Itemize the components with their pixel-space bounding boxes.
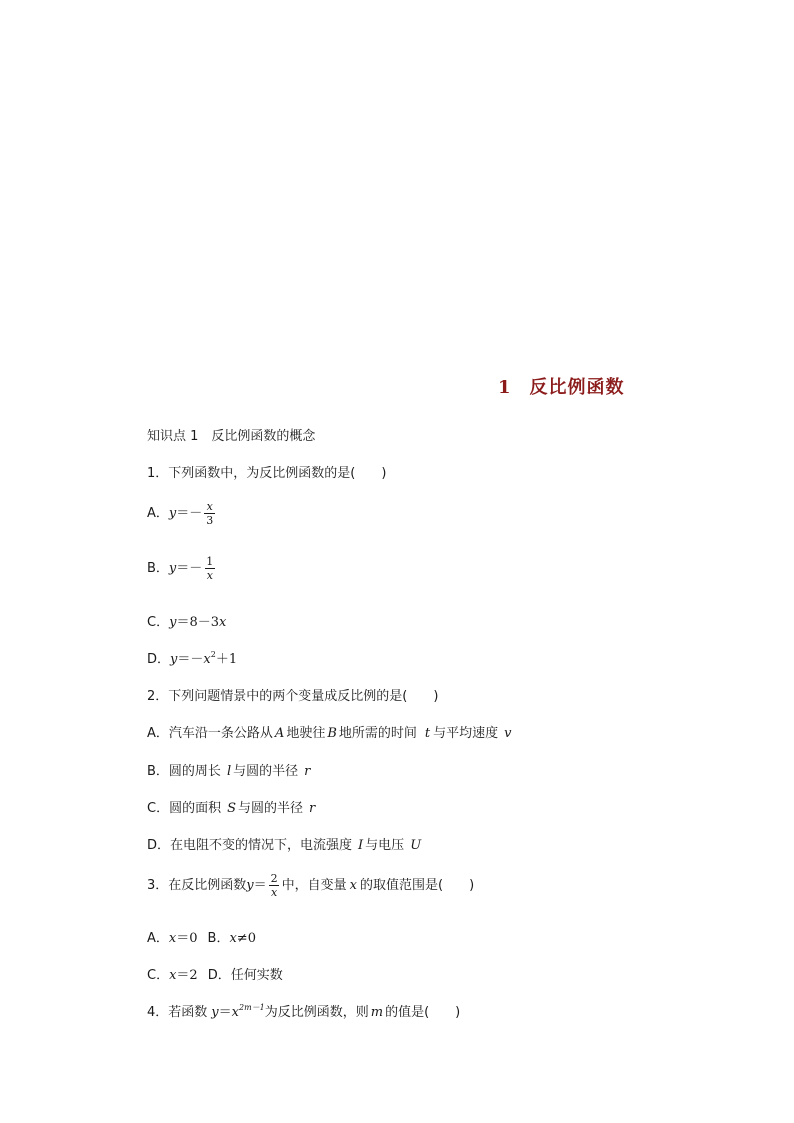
- q2-stem: 2．下列问题情景中的两个变量成反比例的是( ): [147, 689, 439, 704]
- q1-a-eq: ＝－: [176, 506, 203, 521]
- q3-a-rest: ＝0: [176, 931, 198, 946]
- q3-text-1: 3．在反比例函数: [147, 878, 247, 893]
- q3-options-ab: [147, 927, 256, 946]
- q1-stem: 1．下列函数中，为反比例函数的是( ): [147, 466, 387, 481]
- q2-b-text-1: 圆的周长: [168, 764, 221, 779]
- q2-d-var-2: U: [410, 838, 422, 853]
- q4-exponent: 2m－1: [239, 1003, 265, 1012]
- q2-option-d: [147, 834, 421, 853]
- q1-a-label: A．: [147, 506, 169, 521]
- q1-a-numerator: x: [206, 500, 213, 513]
- q1-b-label: B．: [147, 561, 169, 576]
- q2-d-var-1: I: [358, 838, 364, 853]
- q3-a-var: x: [168, 931, 177, 946]
- q4-base: x: [231, 1005, 239, 1020]
- q2-a-var-3: t: [424, 726, 431, 741]
- q2-c-var-1: S: [227, 801, 236, 816]
- section-heading: 知识点 1 反比例函数的概念: [147, 429, 316, 444]
- page-title: [498, 373, 625, 399]
- q1-b-fraction: [204, 555, 215, 582]
- q1-b-numerator: 1: [206, 555, 214, 568]
- q1-option-b: [147, 555, 217, 582]
- q1-c-lhs: y: [169, 615, 177, 630]
- q2-c-text-1: 圆的面积: [169, 801, 222, 816]
- q1-d-lhs: y: [170, 652, 178, 667]
- q4-text-1: 4．若函数: [147, 1005, 208, 1020]
- q1-c-label: C．: [147, 615, 170, 630]
- q4-text-3: 的值是( ): [385, 1005, 461, 1020]
- q2-d-text-1: 在电阻不变的情况下，电流强度: [170, 838, 353, 853]
- q3-b-var: x: [229, 931, 237, 946]
- q3-c-label: C．: [147, 968, 170, 983]
- q3-b-rest: ≠0: [236, 931, 256, 946]
- q3-fraction: [269, 872, 280, 899]
- q1-b-lhs: y: [168, 561, 177, 576]
- q2-option-c: [147, 797, 315, 816]
- q3-denominator: x: [271, 886, 278, 899]
- title-text: 反比例函数: [529, 377, 625, 398]
- q3-text-3: 的取值范围是( ): [360, 878, 475, 893]
- q3-d-option: D．任何实数: [207, 968, 283, 983]
- q1-option-c: [147, 611, 226, 630]
- q2-b-label: B．: [147, 764, 169, 779]
- q2-a-text-2: 地驶往: [286, 726, 326, 741]
- q1-a-fraction: [204, 500, 215, 527]
- q1-option-a: [147, 500, 217, 527]
- q3-var: x: [349, 878, 358, 893]
- q1-d-tail: ＋1: [215, 652, 238, 667]
- q3-a-label: A．: [147, 931, 169, 946]
- q1-option-d: [147, 648, 237, 667]
- q3-lhs: y: [246, 878, 254, 893]
- q1-a-denominator: 3: [206, 514, 214, 527]
- q2-a-var-1: A: [274, 726, 285, 741]
- q1-b-denominator: x: [206, 569, 213, 582]
- q2-d-label: D．: [147, 838, 171, 853]
- q1-d-label: D．: [147, 652, 171, 667]
- q2-b-var-1: l: [226, 764, 232, 779]
- q1-a-lhs: y: [168, 506, 177, 521]
- q1-d-exponent: 2: [210, 650, 216, 659]
- q3-c-rest: ＝2: [176, 968, 198, 983]
- q2-b-text-2: 与圆的半径: [233, 764, 299, 779]
- q1-c-rest: ＝8－3: [176, 615, 219, 630]
- q3-text-2: 中，自变量: [281, 878, 347, 893]
- q3-b-label: B．: [207, 931, 230, 946]
- q2-a-text-4: 与平均速度: [433, 726, 499, 741]
- q2-a-text-1: 汽车沿一条公路从: [168, 726, 273, 741]
- q2-a-var-2: B: [327, 726, 337, 741]
- q3-c-var: x: [169, 968, 177, 983]
- q4-eq: ＝: [218, 1005, 232, 1020]
- q3-options-cd: [147, 964, 283, 983]
- q2-c-var-2: r: [309, 801, 316, 816]
- q2-c-label: C．: [147, 801, 170, 816]
- q1-d-var: x: [203, 652, 211, 667]
- q3-eq: ＝: [253, 878, 267, 893]
- q2-a-var-4: v: [504, 726, 512, 741]
- q1-c-var: x: [218, 615, 227, 630]
- q4-text-2: 为反比例函数，则: [264, 1005, 369, 1020]
- q4-var: m: [370, 1005, 384, 1020]
- q4-stem: [147, 1001, 460, 1020]
- q1-b-eq: ＝－: [176, 561, 203, 576]
- q2-c-text-2: 与圆的半径: [238, 801, 304, 816]
- q2-option-b: [147, 760, 310, 779]
- q1-d-eq: ＝－: [177, 652, 204, 667]
- title-number: 1: [498, 377, 512, 398]
- q3-stem: [147, 872, 474, 899]
- q2-a-text-3: 地所需的时间: [338, 726, 417, 741]
- q2-option-a: [147, 722, 512, 741]
- q2-a-label: A．: [147, 726, 169, 741]
- q3-numerator: 2: [270, 872, 278, 885]
- q2-d-text-2: 与电压: [365, 838, 405, 853]
- q2-b-var-2: r: [304, 764, 311, 779]
- q4-lhs: y: [211, 1005, 219, 1020]
